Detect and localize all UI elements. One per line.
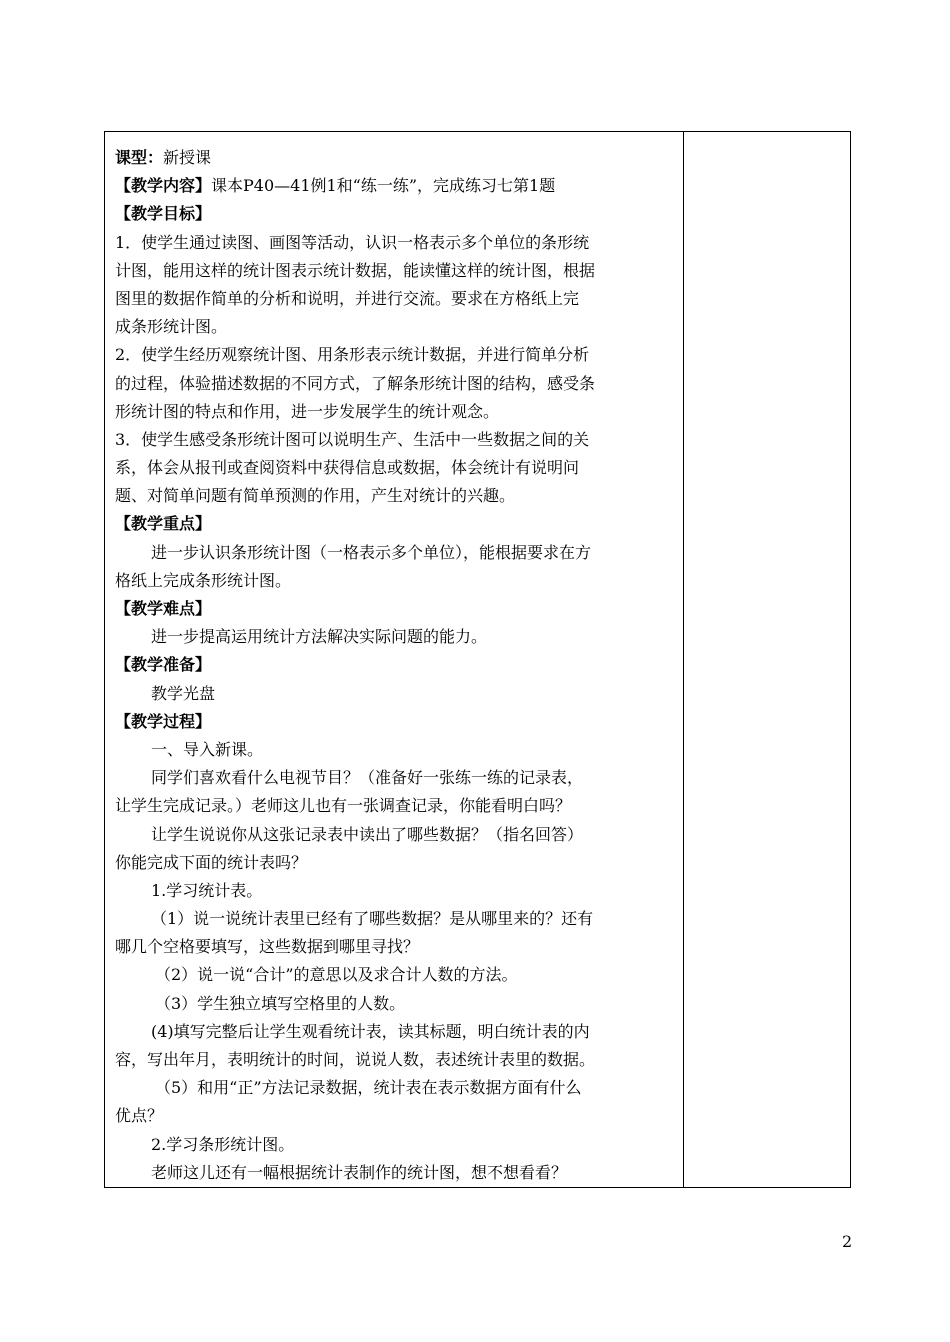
content-header: 【教学内容】 — [115, 176, 212, 196]
process-line: （3）学生独立填写空格里的人数。 — [155, 993, 406, 1013]
goals-header: 【教学目标】 — [115, 204, 212, 224]
process-line: （1）说一说统计表里已经有了哪些数据？是从哪里来的？还有 — [151, 909, 594, 929]
lesson-content-cell — [115, 144, 675, 1187]
lesson-plan-table — [104, 131, 851, 1188]
goals-line: 计图，能用这样的统计图表示统计数据，能读懂这样的统计图，根据 — [115, 260, 596, 280]
goals-line: 2．使学生经历观察统计图、用条形表示统计数据，并进行简单分析 — [115, 345, 590, 365]
goals-line: 的过程，体验描述数据的不同方式，了解条形统计图的结构，感受条 — [115, 373, 596, 393]
lesson-type-row — [115, 144, 675, 172]
process-line: 容，写出年月，表明统计的时间，说说人数，表述统计表里的数据。 — [115, 1050, 596, 1069]
process-line: 你能完成下面的统计表吗？ — [115, 852, 308, 872]
key-points-header: 【教学重点】 — [115, 514, 212, 534]
difficulty-header: 【教学难点】 — [115, 599, 212, 618]
process-line: 哪几个空格要填写，这些数据到哪里寻找？ — [115, 937, 420, 957]
process-line: （5）和用“正”方法记录数据，统计表在表示数据方面有什么 — [155, 1078, 582, 1098]
process-line: （2）说一说“合计”的意思以及求合计人数的方法。 — [155, 965, 518, 985]
process-line: 同学们喜欢看什么电视节目？（准备好一张练一练的记录表， — [151, 768, 584, 788]
process-line: 优点？ — [115, 1106, 164, 1126]
process-line: 2.学习条形统计图。 — [151, 1134, 295, 1154]
goals-line: 题、对简单问题有简单预测的作用，产生对统计的兴趣。 — [115, 486, 516, 506]
process-header: 【教学过程】 — [115, 711, 212, 731]
preparation-header: 【教学准备】 — [115, 655, 212, 675]
page-number: 2 — [842, 1232, 853, 1251]
goals-line: 3．使学生感受条形统计图可以说明生产、生活中一些数据之间的关 — [115, 429, 590, 449]
goals-line: 图里的数据作简单的分析和说明，并进行交流。要求在方格纸上完 — [115, 288, 580, 308]
process-line: 让学生完成记录。）老师这儿也有一张调查记录，你能看明白吗？ — [115, 796, 572, 816]
key-points-line: 格纸上完成条形统计图。 — [115, 570, 292, 590]
preparation-text: 教学光盘 — [151, 683, 216, 703]
process-line: 1.学习统计表。 — [151, 880, 263, 900]
goals-line: 系，体会从报刊或查阅资料中获得信息或数据，体会统计有说明问 — [115, 458, 580, 478]
process-line: 一、导入新课。 — [151, 739, 264, 759]
goals-line: 成条形统计图。 — [115, 317, 228, 337]
process-line: (4)填写完整后让学生观看统计表，读其标题，明白统计表的内 — [151, 1021, 590, 1041]
column-divider — [683, 132, 684, 1187]
key-points-line: 进一步认识条形统计图（一格表示多个单位），能根据要求在方 — [151, 542, 592, 562]
process-line: 老师这儿还有一幅根据统计表制作的统计图，想不想看看？ — [151, 1162, 568, 1182]
lesson-type-value: 新授课 — [163, 148, 212, 167]
content-row — [115, 172, 675, 200]
content-text: 课本P40—41例1和“练一练”，完成练习七第1题 — [211, 176, 556, 196]
process-line: 让学生说说你从这张记录表中读出了哪些数据？（指名回答） — [151, 824, 584, 844]
difficulty-text: 进一步提高运用统计方法解决实际问题的能力。 — [151, 627, 488, 647]
goals-line: 1．使学生通过读图、画图等活动，认识一格表示多个单位的条形统 — [115, 232, 590, 252]
goals-line: 形统计图的特点和作用，进一步发展学生的统计观念。 — [115, 401, 500, 421]
lesson-type-label: 课型： — [115, 148, 164, 167]
